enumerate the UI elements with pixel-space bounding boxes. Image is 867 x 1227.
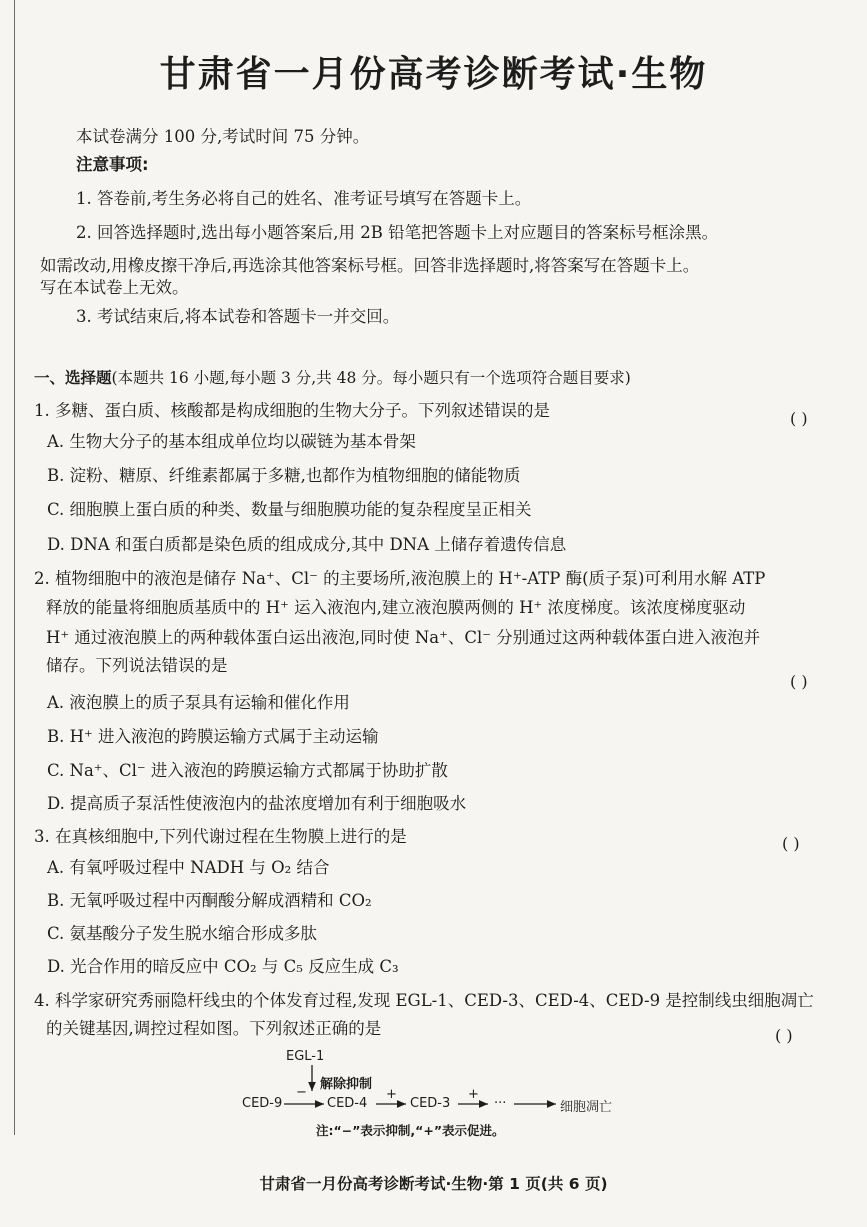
egl1-label: EGL-1 <box>286 1049 325 1064</box>
q1-stem: 1. 多糖、蛋白质、核酸都是构成细胞的生物大分子。下列叙述错误的是 <box>34 401 550 420</box>
binding-margin-line <box>14 0 15 1135</box>
release-inhibition-label: 解除抑制 <box>320 1077 373 1092</box>
section-heading <box>34 367 631 389</box>
apoptosis-regulation-diagram <box>236 1045 656 1145</box>
q1-option-d: D. DNA 和蛋白质都是染色质的组成成分,其中 DNA 上储存着遗传信息 <box>47 535 567 554</box>
plus-sign-1: + <box>386 1087 397 1102</box>
notice-2c: 写在本试卷上无效。 <box>40 278 189 297</box>
ced9-label: CED-9 <box>242 1096 283 1111</box>
ced3-label: CED-3 <box>410 1096 451 1111</box>
q1-option-a: A. 生物大分子的基本组成单位均以碳链为基本骨架 <box>47 432 416 451</box>
q1-option-b: B. 淀粉、糖原、纤维素都属于多糖,也都作为植物细胞的储能物质 <box>47 466 521 485</box>
q4-stem-line-2: 的关键基因,调控过程如图。下列叙述正确的是 <box>46 1019 382 1038</box>
score-line: 本试卷满分 100 分,考试时间 75 分钟。 <box>76 127 370 146</box>
q1-option-c: C. 细胞膜上蛋白质的种类、数量与细胞膜功能的复杂程度呈正相关 <box>47 500 532 519</box>
plus-sign-2: + <box>468 1087 479 1102</box>
notice-2a: 2. 回答选择题时,选出每小题答案后,用 2B 铅笔把答题卡上对应题目的答案标号框涂黑。 <box>76 223 719 242</box>
notice-2b: 如需改动,用橡皮擦干净后,再选涂其他答案标号框。回答非选择题时,将答案写在答题卡上。 <box>40 256 700 275</box>
q2-stem-line-2: 释放的能量将细胞质基质中的 H⁺ 运入液泡内,建立液泡膜两侧的 H⁺ 浓度梯度。该浓度梯度驱动 <box>46 598 746 617</box>
notice-1: 1. 答卷前,考生务必将自己的姓名、准考证号填写在答题卡上。 <box>76 189 532 208</box>
q1-answer-paren: ( ) <box>790 409 808 428</box>
ellipsis: ··· <box>494 1096 507 1111</box>
notice-heading: 注意事项: <box>76 155 149 174</box>
q2-answer-paren: ( ) <box>790 672 808 691</box>
minus-sign: − <box>296 1085 307 1100</box>
q3-option-c: C. 氨基酸分子发生脱水缩合形成多肽 <box>47 924 318 943</box>
section-description: (本题共 16 小题,每小题 3 分,共 48 分。每小题只有一个选项符合题目要求) <box>111 369 631 387</box>
page-footer: 甘肃省一月份高考诊断考试·生物·第 1 页(共 6 页) <box>259 1175 608 1193</box>
q2-option-a: A. 液泡膜上的质子泵具有运输和催化作用 <box>47 693 350 712</box>
q3-stem: 3. 在真核细胞中,下列代谢过程在生物膜上进行的是 <box>34 827 407 846</box>
q3-answer-paren: ( ) <box>782 834 800 853</box>
notice-3: 3. 考试结束后,将本试卷和答题卡一并交回。 <box>76 307 400 326</box>
q2-stem-line-3: H⁺ 通过液泡膜上的两种载体蛋白运出液泡,同时使 Na⁺、Cl⁻ 分别通过这两种载体蛋白进入液泡并 <box>46 628 761 647</box>
q3-option-d: D. 光合作用的暗反应中 CO₂ 与 C₅ 反应生成 C₃ <box>47 957 399 976</box>
q4-answer-paren: ( ) <box>775 1026 793 1045</box>
q4-stem-line-1: 4. 科学家研究秀丽隐杆线虫的个体发育过程,发现 EGL-1、CED-3、CED-4、CED-9 是控制线虫细胞凋亡 <box>34 991 814 1010</box>
diagram-note: 注:“−”表示抑制,“+”表示促进。 <box>316 1123 505 1138</box>
q2-stem-line-4: 储存。下列说法错误的是 <box>46 656 228 675</box>
section-title: 一、选择题 <box>34 369 112 387</box>
q2-stem-line-1: 2. 植物细胞中的液泡是储存 Na⁺、Cl⁻ 的主要场所,液泡膜上的 H⁺-ATP 酶(质子泵)可利用水解 ATP <box>34 569 766 588</box>
apoptosis-label: 细胞凋亡 <box>560 1100 613 1115</box>
q2-option-c: C. Na⁺、Cl⁻ 进入液泡的跨膜运输方式都属于协助扩散 <box>47 761 448 780</box>
ced4-label: CED-4 <box>327 1096 368 1111</box>
page-title: 甘肃省一月份高考诊断考试·生物 <box>159 54 708 95</box>
q2-option-b: B. H⁺ 进入液泡的跨膜运输方式属于主动运输 <box>47 727 379 746</box>
q3-option-b: B. 无氧呼吸过程中丙酮酸分解成酒精和 CO₂ <box>47 891 372 910</box>
q2-option-d: D. 提高质子泵活性使液泡内的盐浓度增加有利于细胞吸水 <box>47 794 467 813</box>
q3-option-a: A. 有氧呼吸过程中 NADH 与 O₂ 结合 <box>47 858 330 877</box>
